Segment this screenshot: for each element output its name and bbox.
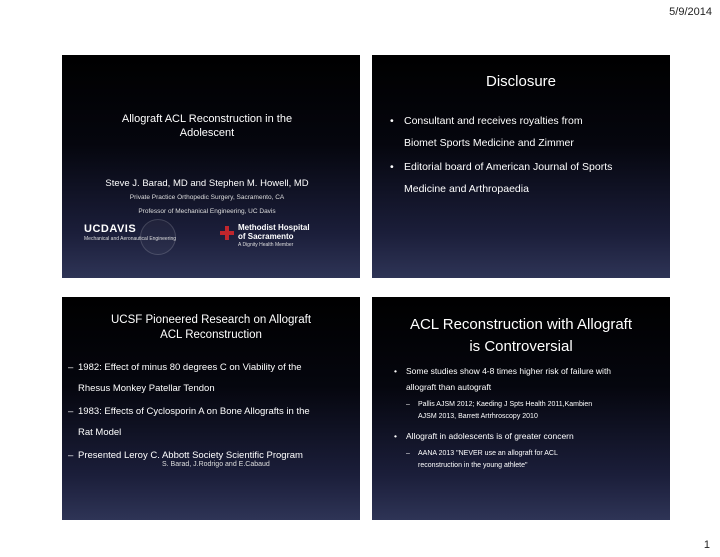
list-item-line: – Presented Leroy C. Abbott Society Scientific Program [78,450,303,461]
slide3-title-line1: UCSF Pioneered Research on Allograft [110,314,312,326]
handout-date: 5/9/2014 [669,6,712,18]
slide1-affiliation-1: Private Practice Orthopedic Surgery, Sacramento, CA [129,194,285,201]
slide2-bullet-list [390,110,662,202]
list-item-line: – 1983: Effects of Cyclosporin A on Bone Allografts in the [78,406,310,417]
methodist-logo-name [238,223,310,241]
list-item [394,428,666,444]
cross-icon [220,226,234,240]
list-item-line: Biomet Sports Medicine and Zimmer [404,137,574,149]
slide-controversy [372,297,670,520]
methodist-logo-line1: Methodist Hospital [238,223,310,232]
slide4-list [394,363,666,477]
methodist-logo-tagline: A Dignity Health Member [238,242,294,248]
slide1-authors: Steve J. Barad, MD and Stephen M. Howell, MD [105,178,309,189]
list-item-line: – Pallis AJSM 2012; Kaeding J Spts Health 2011,Kambien [418,401,593,408]
page-number: 1 [703,539,710,551]
slide-ucsf-research [62,297,360,520]
ucdavis-logo-name: UCDAVIS [84,223,137,235]
list-item-line: allograft than autograft [406,382,492,392]
slide2-title: Disclosure [485,73,557,90]
list-item [394,363,666,395]
list-subitem [394,399,666,423]
slide1-title [92,112,322,140]
list-item [390,156,662,200]
slide3-list [68,357,356,468]
list-item [68,357,356,399]
list-item-line: • Editorial board of American Journal of Sports [404,161,613,173]
slide3-title-line2: ACL Reconstruction [160,329,262,341]
list-item [390,110,662,154]
list-item-line: Medicine and Arthropaedia [404,183,529,195]
slide3-title [62,313,360,343]
list-item [68,401,356,443]
methodist-hospital-logo [220,223,330,257]
list-item-line: Rat Model [78,427,122,438]
list-item-line: • Allograft in adolescents is of greater concern [406,431,574,441]
slide1-affiliation-2: Professor of Mechanical Engineering, UC Davis [138,208,276,215]
slide3-authors-note: S. Barad, J.Rodrigo and E.Cabaud [162,461,270,468]
slide1-title-line1: Allograft ACL Reconstruction in the [121,113,293,125]
list-item-line: AJSM 2013, Barrett Artrhroscopy 2010 [418,413,538,420]
slide1-title-line2: Adolescent [179,127,235,139]
slide-title [62,55,360,278]
list-subitem [394,448,666,472]
list-item-line: – AANA 2013 "NEVER use an allograft for ACL [418,450,558,457]
list-item-line: Rhesus Monkey Patellar Tendon [78,383,215,394]
seal-icon [140,219,176,255]
slide4-title-line2: is Controversial [469,338,573,355]
methodist-logo-line2: of Sacramento [238,232,294,241]
ucdavis-logo-dept: Mechanical and Aeronautical Engineering [84,236,177,242]
ucdavis-logo [84,223,194,253]
list-item-line: reconstruction in the young athlete" [418,462,528,469]
list-item-line: • Consultant and receives royalties from [404,115,583,127]
slide4-title [372,314,670,358]
slide4-title-line1: ACL Reconstruction with Allograft [409,316,633,333]
list-item-line: – 1982: Effect of minus 80 degrees C on Viability of the [78,362,302,373]
slide-disclosure [372,55,670,278]
list-item-line: • Some studies show 4-8 times higher risk of failure with [406,366,612,376]
